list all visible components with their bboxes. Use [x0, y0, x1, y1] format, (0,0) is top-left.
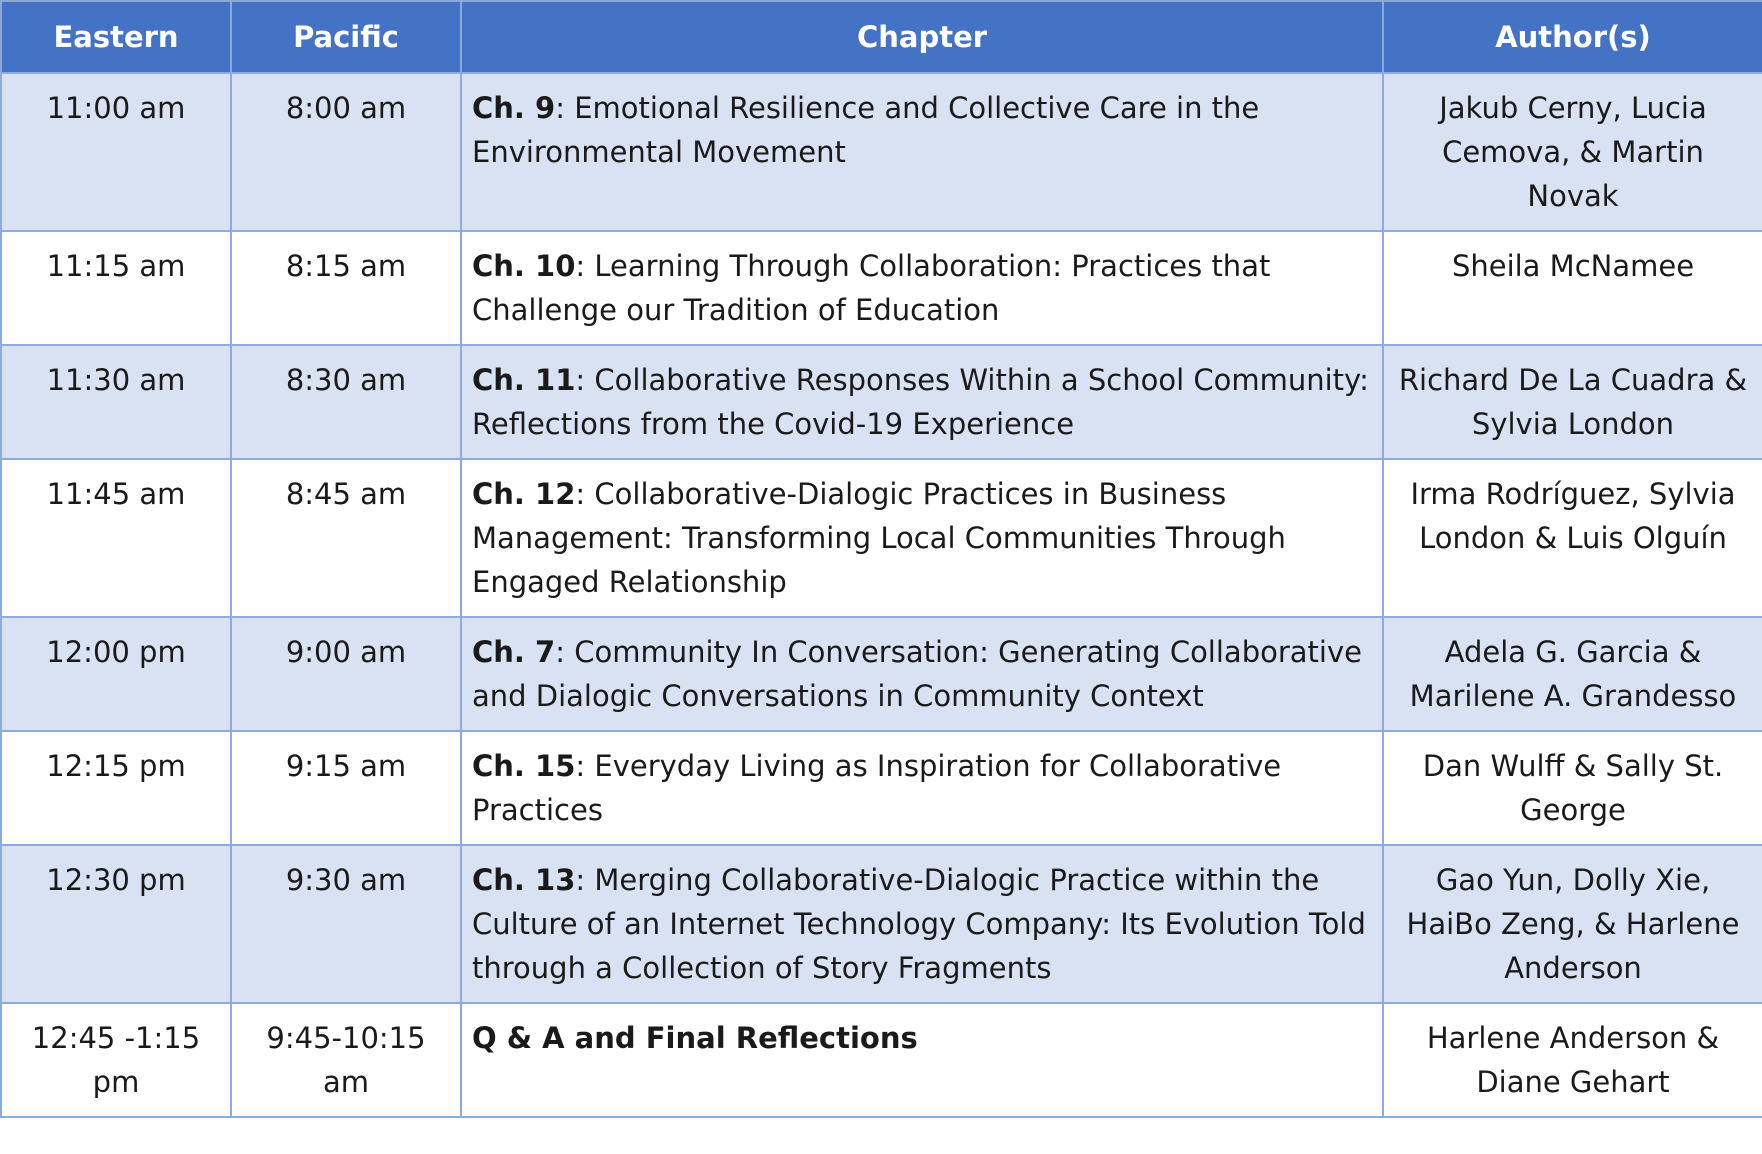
- chapter-cell: [461, 731, 1383, 845]
- eastern-time: 11:15 am: [1, 231, 231, 345]
- chapter-title: : Learning Through Collaboration: Practices that Challenge our Tradition of Education: [472, 249, 1271, 327]
- table-row: [1, 73, 1762, 231]
- eastern-time: 12:00 pm: [1, 617, 231, 731]
- authors-cell: Sheila McNamee: [1383, 231, 1762, 345]
- chapter-number: Ch. 10: [472, 249, 576, 283]
- authors-cell: Gao Yun, Dolly Xie, HaiBo Zeng, & Harlene Anderson: [1383, 845, 1762, 1003]
- pacific-time: 9:00 am: [231, 617, 461, 731]
- pacific-time: 8:45 am: [231, 459, 461, 617]
- chapter-title: : Community In Conversation: Generating Collaborative and Dialogic Conversations in Community Context: [472, 635, 1362, 713]
- chapter-title: : Collaborative-Dialogic Practices in Business Management: Transforming Local Communities Through Engaged Relationship: [472, 477, 1286, 599]
- authors-cell: Irma Rodríguez, Sylvia London & Luis Olguín: [1383, 459, 1762, 617]
- chapter-number: Ch. 12: [472, 477, 576, 511]
- header-eastern: Eastern: [1, 1, 231, 73]
- header-row: [1, 1, 1762, 73]
- chapter-number: Ch. 9: [472, 91, 556, 125]
- header-pacific: Pacific: [231, 1, 461, 73]
- table-row: [1, 845, 1762, 1003]
- authors-cell: Jakub Cerny, Lucia Cemova, & Martin Novak: [1383, 73, 1762, 231]
- table-row: [1, 617, 1762, 731]
- chapter-number: Ch. 13: [472, 863, 576, 897]
- pacific-time: 9:15 am: [231, 731, 461, 845]
- eastern-time: 11:30 am: [1, 345, 231, 459]
- chapter-number: Ch. 7: [472, 635, 556, 669]
- authors-cell: Richard De La Cuadra & Sylvia London: [1383, 345, 1762, 459]
- chapter-title: : Merging Collaborative-Dialogic Practice within the Culture of an Internet Technology Company: Its Evolution Told through a Collection of Story Fragments: [472, 863, 1366, 985]
- chapter-cell: [461, 1003, 1383, 1117]
- table-row: [1, 731, 1762, 845]
- pacific-time: 8:00 am: [231, 73, 461, 231]
- table-row: [1, 345, 1762, 459]
- table-row: [1, 231, 1762, 345]
- table-row: [1, 459, 1762, 617]
- chapter-title: : Emotional Resilience and Collective Care in the Environmental Movement: [472, 91, 1260, 169]
- chapter-title: : Collaborative Responses Within a School Community: Reflections from the Covid-19 Experience: [472, 363, 1369, 441]
- authors-cell: Harlene Anderson & Diane Gehart: [1383, 1003, 1762, 1117]
- pacific-time: 9:45-10:15 am: [231, 1003, 461, 1117]
- chapter-cell: [461, 845, 1383, 1003]
- session-title: Q & A and Final Reflections: [472, 1021, 918, 1055]
- pacific-time: 9:30 am: [231, 845, 461, 1003]
- chapter-cell: [461, 459, 1383, 617]
- table-row: [1, 1003, 1762, 1117]
- pacific-time: 8:30 am: [231, 345, 461, 459]
- authors-cell: Dan Wulff & Sally St. George: [1383, 731, 1762, 845]
- chapter-cell: [461, 231, 1383, 345]
- pacific-time: 8:15 am: [231, 231, 461, 345]
- eastern-time: 11:00 am: [1, 73, 231, 231]
- chapter-cell: [461, 345, 1383, 459]
- header-authors: Author(s): [1383, 1, 1762, 73]
- chapter-number: Ch. 11: [472, 363, 576, 397]
- chapter-cell: [461, 73, 1383, 231]
- header-chapter: Chapter: [461, 1, 1383, 73]
- eastern-time: 12:45 -1:15 pm: [1, 1003, 231, 1117]
- chapter-title: : Everyday Living as Inspiration for Collaborative Practices: [472, 749, 1282, 827]
- chapter-cell: [461, 617, 1383, 731]
- table-body: [1, 73, 1762, 1117]
- eastern-time: 12:15 pm: [1, 731, 231, 845]
- table-header: [1, 1, 1762, 73]
- chapter-number: Ch. 15: [472, 749, 576, 783]
- eastern-time: 12:30 pm: [1, 845, 231, 1003]
- authors-cell: Adela G. Garcia & Marilene A. Grandesso: [1383, 617, 1762, 731]
- eastern-time: 11:45 am: [1, 459, 231, 617]
